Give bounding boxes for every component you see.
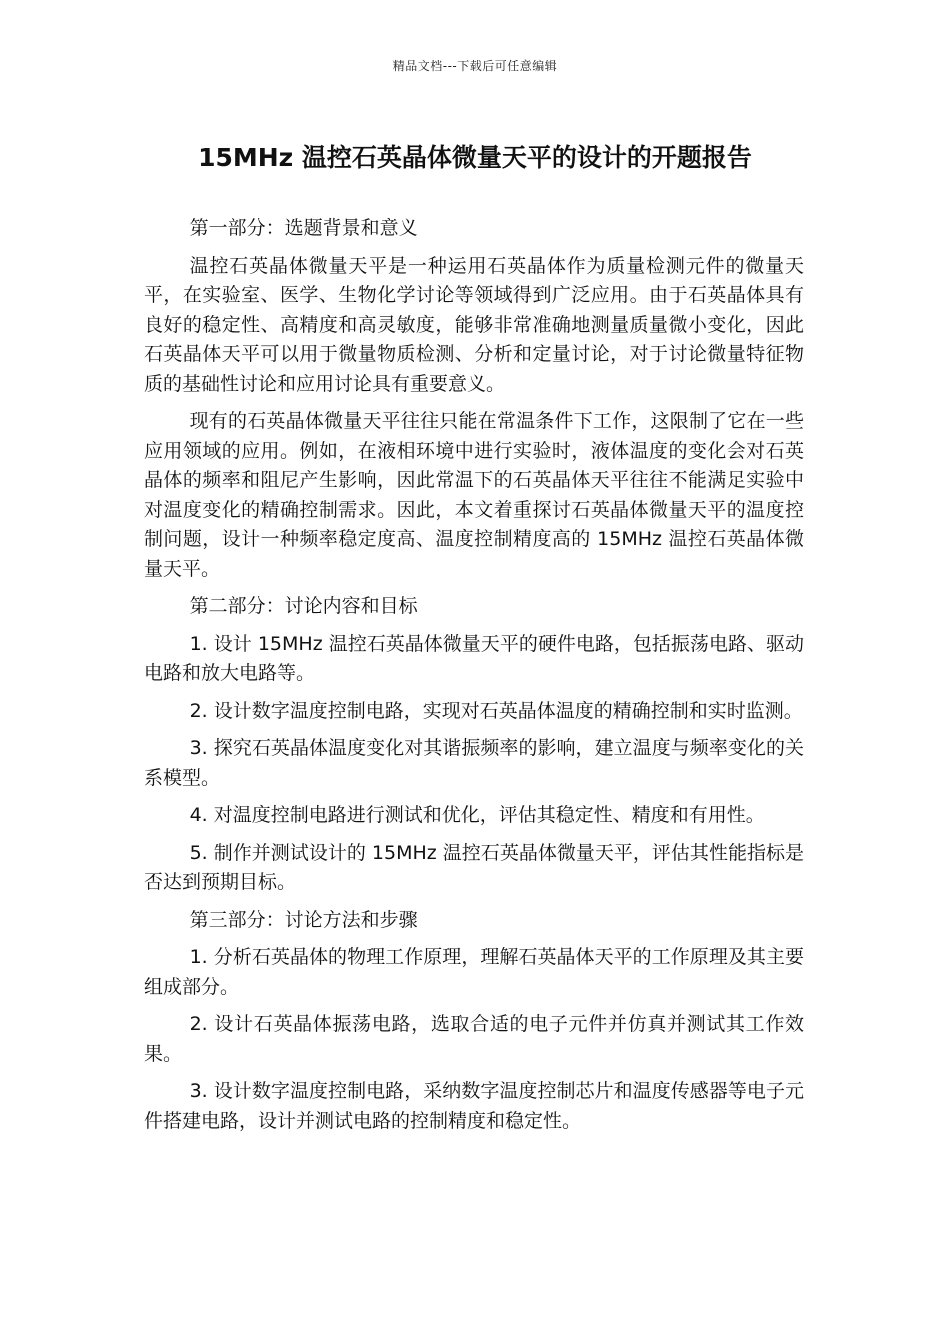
list-item: 3. 设计数字温度控制电路，采纳数字温度控制芯片和温度传感器等电子元件搭建电路，设计并测试电路的控制精度和稳定性。 <box>144 1080 804 1132</box>
paragraph: 现有的石英晶体微量天平往往只能在常温条件下工作，这限制了它在一些应用领域的应用。例如，在液相环境中进行实验时，液体温度的变化会对石英晶体的频率和阻尼产生影响，因此常温下的石英晶体天平往往不能满足实验中对温度变化的精确控制需求。因此，本文着重探讨石英晶体微量天平的温度控制问题，设计一种频率稳定度高、温度控制精度高的 15MHz 温控石英晶体微量天平。 <box>144 410 804 580</box>
section-heading: 第二部分：讨论内容和目标 <box>189 595 418 617</box>
list-item: 4. 对温度控制电路进行测试和优化，评估其稳定性、精度和有用性。 <box>189 804 765 826</box>
document-title: 15MHz 温控石英晶体微量天平的设计的开题报告 <box>198 143 752 172</box>
list-item: 2. 设计数字温度控制电路，实现对石英晶体温度的精确控制和实时监测。 <box>189 699 803 722</box>
section-heading: 第一部分：选题背景和意义 <box>189 217 418 239</box>
section-heading: 第三部分：讨论方法和步骤 <box>189 908 418 931</box>
list-item: 2. 设计石英晶体振荡电路，选取合适的电子元件并仿真并测试其工作效果。 <box>144 1013 804 1065</box>
header-note: 精品文档---下载后可任意编辑 <box>392 59 558 73</box>
document-body <box>144 214 804 1144</box>
list-item: 1. 分析石英晶体的物理工作原理，理解石英晶体天平的工作原理及其主要组成部分。 <box>144 946 804 998</box>
list-item: 5. 制作并测试设计的 15MHz 温控石英晶体微量天平，评估其性能指标是否达到预期目标。 <box>144 841 804 893</box>
list-item: 1. 设计 15MHz 温控石英晶体微量天平的硬件电路，包括振荡电路、驱动电路和放大电路等。 <box>144 632 804 684</box>
list-item: 3. 探究石英晶体温度变化对其谐振频率的影响，建立温度与频率变化的关系模型。 <box>144 737 804 789</box>
paragraph: 温控石英晶体微量天平是一种运用石英晶体作为质量检测元件的微量天平，在实验室、医学、生物化学讨论等领域得到广泛应用。由于石英晶体具有良好的稳定性、高精度和高灵敏度，能够非常准确地测量质量微小变化，因此石英晶体天平可以用于微量物质检测、分析和定量讨论，对于讨论微量特征物质的基础性讨论和应用讨论具有重要意义。 <box>144 254 804 395</box>
